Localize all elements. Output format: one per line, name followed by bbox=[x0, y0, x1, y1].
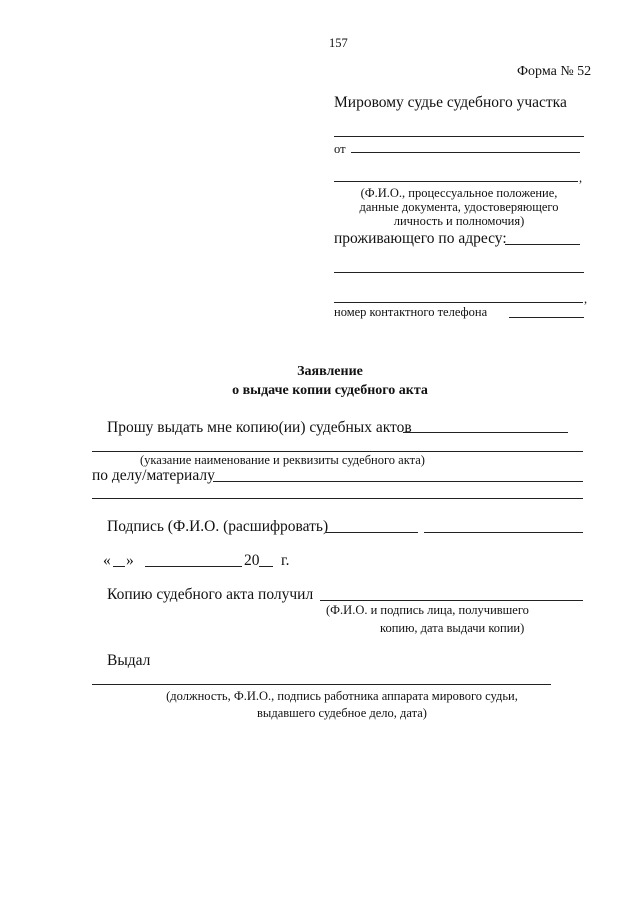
address-blank-3[interactable] bbox=[334, 302, 583, 303]
fio-note-2: данные документа, удостоверяющего bbox=[359, 200, 559, 214]
act-blank[interactable] bbox=[92, 451, 583, 452]
comma-2: , bbox=[584, 292, 588, 306]
issued-blank[interactable] bbox=[92, 684, 551, 685]
issued-label: Выдал bbox=[107, 652, 151, 669]
case-blank-1[interactable] bbox=[213, 481, 583, 482]
issued-note-2: выдавшего судебное дело, дата) bbox=[257, 706, 427, 720]
phone-blank[interactable] bbox=[509, 317, 584, 318]
date-close-quote: » bbox=[126, 552, 134, 569]
date-year-prefix: 20 bbox=[244, 552, 260, 569]
signature-blank[interactable] bbox=[326, 532, 418, 533]
request-blank[interactable] bbox=[403, 432, 568, 433]
address-blank-2[interactable] bbox=[334, 272, 584, 273]
fio-note-1: (Ф.И.О., процессуальное положение, bbox=[360, 186, 558, 200]
date-open-quote: « bbox=[103, 552, 111, 569]
case-blank-2[interactable] bbox=[92, 498, 583, 499]
date-month-blank[interactable] bbox=[145, 566, 242, 567]
case-label: по делу/материалу bbox=[92, 467, 215, 484]
phone-label: номер контактного телефона bbox=[334, 305, 488, 319]
addressee-blank-1[interactable] bbox=[334, 136, 584, 137]
received-label: Копию судебного акта получил bbox=[107, 586, 314, 603]
received-note-2: копию, дата выдачи копии) bbox=[380, 621, 525, 635]
from-blank[interactable] bbox=[351, 152, 580, 153]
received-blank[interactable] bbox=[320, 600, 583, 601]
issued-note-1: (должность, Ф.И.О., подпись работника аппарата мирового судьи, bbox=[166, 689, 518, 703]
date-year-suffix: г. bbox=[281, 552, 290, 569]
request-label: Прошу выдать мне копию(ии) судебных актов bbox=[107, 419, 412, 436]
from-label: от bbox=[334, 142, 346, 156]
addressee-line: Мировому судье судебного участка bbox=[334, 94, 567, 111]
document-subtitle: о выдаче копии судебного акта bbox=[232, 383, 428, 398]
document-title: Заявление bbox=[297, 364, 363, 379]
fio-note-3: личность и полномочия) bbox=[393, 214, 525, 228]
signature-label: Подпись (Ф.И.О. (расшифровать) bbox=[107, 518, 329, 535]
form-number: Форма № 52 bbox=[517, 64, 592, 79]
fio-blank[interactable] bbox=[334, 181, 578, 182]
address-blank-1[interactable] bbox=[505, 244, 580, 245]
received-note-1: (Ф.И.О. и подпись лица, получившего bbox=[326, 603, 529, 617]
page-number: 157 bbox=[329, 36, 348, 50]
date-day-blank[interactable] bbox=[113, 566, 125, 567]
address-label: проживающего по адресу: bbox=[334, 230, 507, 247]
comma-1: , bbox=[579, 171, 583, 185]
date-year-blank[interactable] bbox=[259, 566, 273, 567]
signature-name-blank[interactable] bbox=[424, 532, 583, 533]
act-note: (указание наименование и реквизиты судебного акта) bbox=[140, 453, 425, 467]
